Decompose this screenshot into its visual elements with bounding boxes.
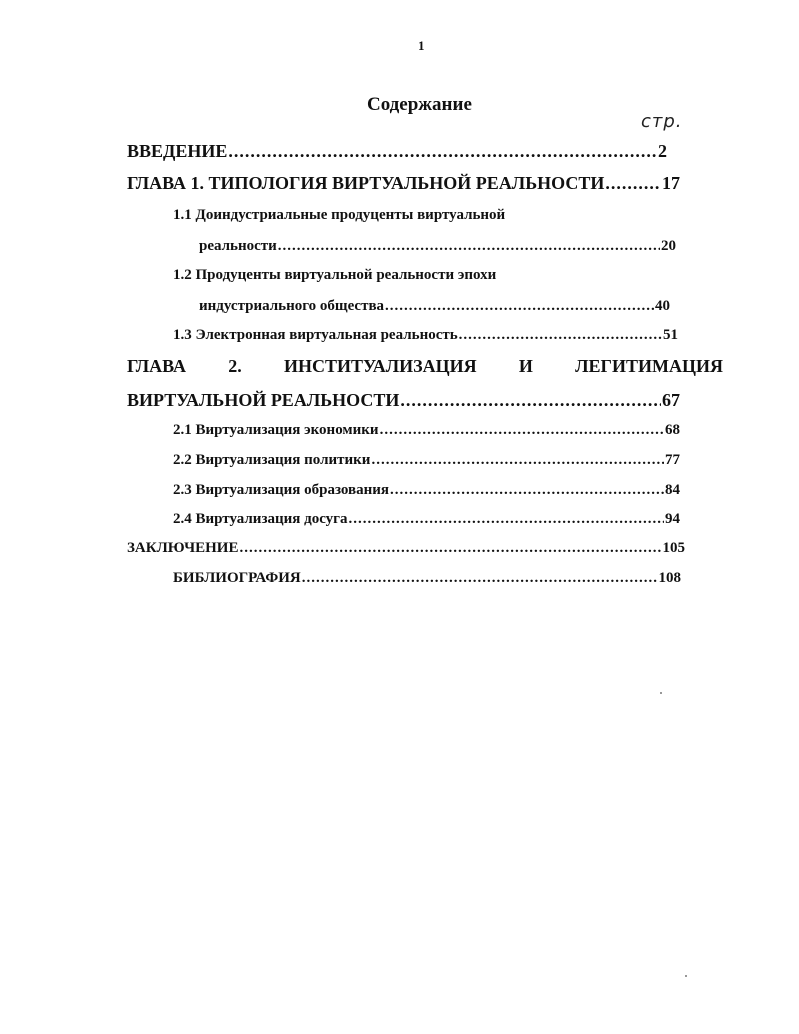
- toc-entry-chapter2-line1[interactable]: [127, 356, 723, 377]
- leader-dots: [371, 452, 664, 469]
- leader-dots: [228, 141, 657, 162]
- toc-entry-bibliography[interactable]: [173, 570, 681, 587]
- toc-page-number: 94: [665, 511, 680, 527]
- toc-entry-text: ВИРТУАЛЬНОЙ РЕАЛЬНОСТИ: [127, 390, 400, 410]
- page-title: Содержание: [367, 94, 472, 115]
- leader-dots: [605, 173, 661, 194]
- toc-entry-text: 2.4 Виртуализация досуга: [173, 511, 348, 527]
- leader-dots: [302, 570, 658, 587]
- toc-page-number: 40: [655, 298, 670, 314]
- toc-entry-text: ГЛАВА 1. ТИПОЛОГИЯ ВИРТУАЛЬНОЙ РЕАЛЬНОСТИ: [127, 173, 605, 193]
- toc-page-number: 84: [665, 482, 680, 498]
- toc-entry-s1-1[interactable]: [199, 238, 676, 255]
- toc-entry-text: ЗАКЛЮЧЕНИЕ: [127, 540, 239, 556]
- toc-page-number: 20: [661, 238, 676, 254]
- toc-entry-text: БИБЛИОГРАФИЯ: [173, 570, 301, 586]
- toc-entry-text: реальности: [199, 238, 277, 254]
- toc-entry-s2-3[interactable]: [173, 482, 680, 499]
- toc-entry-s1-2-line1[interactable]: 1.2 Продуценты виртуальной реальности эпохи: [173, 267, 497, 283]
- toc-page-number: 2: [658, 141, 667, 161]
- page-number: 1: [418, 38, 425, 53]
- leader-dots: [385, 298, 654, 315]
- toc-page-number: 67: [662, 390, 680, 410]
- toc-entry-s2-1[interactable]: [173, 422, 680, 439]
- toc-entry-text: 2.2 Виртуализация политики: [173, 452, 371, 468]
- scan-speck: [685, 975, 687, 977]
- toc-entry-s2-2[interactable]: [173, 452, 680, 469]
- leader-dots: [239, 540, 661, 557]
- leader-dots: [459, 327, 662, 344]
- toc-page-number: 77: [665, 452, 680, 468]
- leader-dots: [349, 511, 665, 528]
- toc-page-number: 17: [662, 173, 680, 193]
- handwritten-note: стр.: [641, 111, 683, 132]
- toc-entry-text: 2.3 Виртуализация образования: [173, 482, 390, 498]
- toc-entry-s1-1-line1[interactable]: 1.1 Доиндустриальные продуценты виртуальной: [173, 207, 506, 223]
- toc-entry-text: индустриального общества: [199, 298, 385, 314]
- toc-entry-text: 1.3 Электронная виртуальная реальность: [173, 327, 458, 343]
- toc-page-number: 105: [662, 540, 685, 556]
- toc-entry-chapter1[interactable]: [127, 173, 680, 194]
- toc-page-number: 51: [663, 327, 678, 343]
- toc-entry-s1-3[interactable]: [173, 327, 678, 344]
- chapter2-word: ИНСТИТУАЛИЗАЦИЯ: [283, 356, 477, 376]
- toc-entry-chapter2[interactable]: [127, 390, 680, 411]
- scan-speck: [660, 692, 662, 694]
- toc-entry-text: ВВЕДЕНИЕ: [127, 141, 228, 161]
- chapter2-word: 2.: [228, 356, 242, 376]
- leader-dots: [278, 238, 660, 255]
- chapter2-word: ГЛАВА: [127, 356, 187, 376]
- toc-page-number: 108: [658, 570, 681, 586]
- toc-entry-text: 2.1 Виртуализация экономики: [173, 422, 379, 438]
- leader-dots: [380, 422, 664, 439]
- toc-page-number: 68: [665, 422, 680, 438]
- leader-dots: [390, 482, 664, 499]
- chapter2-word: И: [518, 356, 533, 376]
- leader-dots: [400, 390, 661, 411]
- toc-entry-intro[interactable]: [127, 141, 667, 162]
- toc-entry-conclusion[interactable]: [127, 540, 685, 557]
- toc-entry-s2-4[interactable]: [173, 511, 680, 528]
- chapter2-word: ЛЕГИТИМАЦИЯ: [575, 356, 723, 376]
- toc-entry-s1-2[interactable]: [199, 298, 670, 315]
